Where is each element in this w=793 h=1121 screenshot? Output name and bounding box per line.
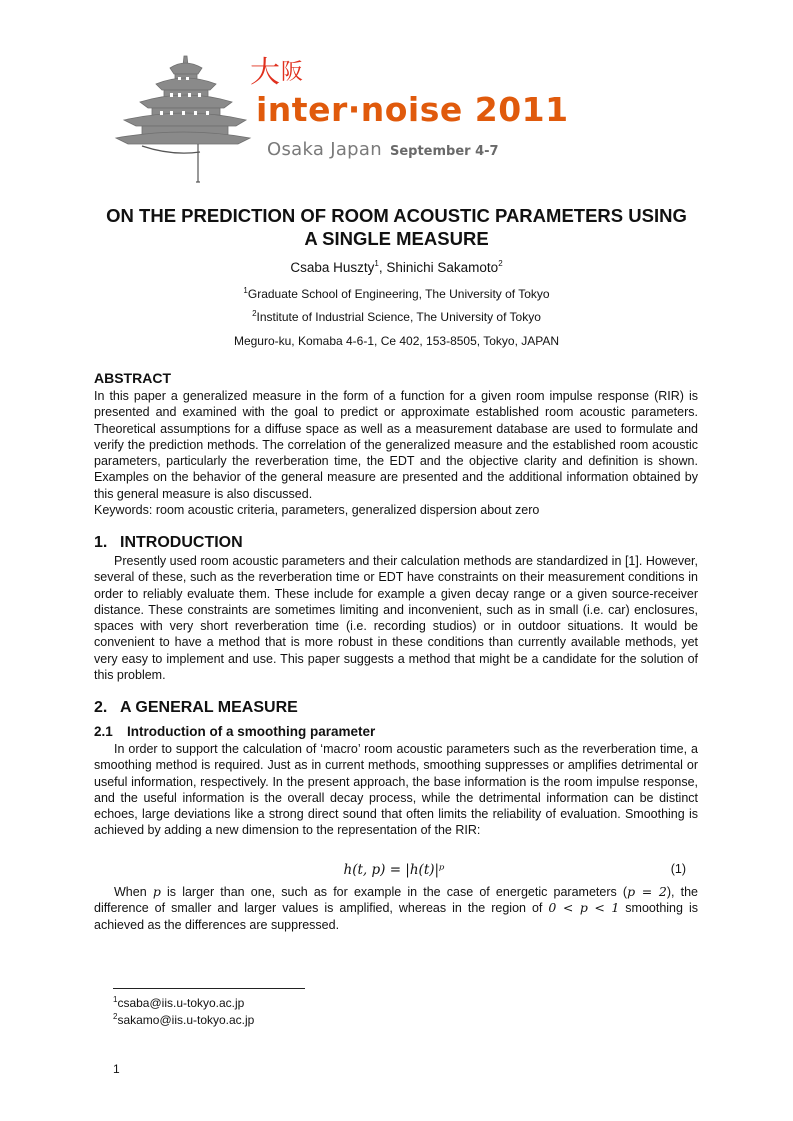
affiliation-1-mark: 1	[243, 286, 248, 295]
address: Meguro-ku, Komaba 4-6-1, Ce 402, 153-8505, Tokyo, JAPAN	[233, 334, 560, 348]
author-2-mark: 2	[498, 259, 503, 268]
section-1-number: 1.	[94, 534, 108, 551]
footnote-2-mark: 2	[113, 1012, 118, 1021]
affiliation-2	[60, 310, 733, 324]
subsection-2-1-title: Introduction of a smoothing parameter	[127, 724, 376, 739]
subsection-2-1-number: 2.1	[94, 724, 113, 739]
equation-1-expression: h(t, p) = |h(t)|ᵖ	[343, 862, 445, 878]
osaka-castle-logo	[112, 52, 252, 192]
section-2-text: In order to support the calculation of ‘macro’ room acoustic parameters such as the reverberation time, a smoothing method is required. Just as in current methods, smoothing suppresses or amplifies detrimental or useful information, respectively. In the present approach, the base information is the room impulse response, and the useful information is the overall decay process, while the detrimental information can be distinct echoes, large deviations like a strong direct sound that often limits the reliability of evaluation. Smoothing is achieved by adding a new dimension to the representation of the RIR:	[94, 742, 698, 838]
abstract-text: In this paper a generalized measure in the form of a function for a given room impulse response (RIR) is presented and examined with the goal to predict or approximate established room acoustic parameters. Theoretical assumptions for a diffuse space as well as a measurement database are used to formulate and verify the prediction methods. The correlation of the generalized measure and the established room acoustic parameters, particularly the reverberation time, the EDT and the objective clarity and definition is shown. Examples on the behavior of the general measure are presented and the additional information obtained by this general measure is also discussed.	[94, 389, 698, 501]
author-separator: ,	[378, 260, 387, 275]
keywords: Keywords: room acoustic criteria, parameters, generalized dispersion about zero	[94, 503, 540, 518]
equation-1-number: (1)	[670, 862, 686, 876]
section-2-title: A GENERAL MEASURE	[120, 699, 298, 716]
conference-date: September 4-7	[389, 144, 499, 159]
title-line-2: A SINGLE MEASURE	[304, 228, 489, 249]
math-range: 0 < p < 1	[548, 900, 620, 916]
after-text-d: smoothing is achieved as the differences are suppressed.	[94, 901, 698, 932]
section-2-number: 2.	[94, 699, 108, 716]
footnote-2-text: sakamo@iis.u-tokyo.ac.jp	[117, 1013, 255, 1027]
section-1-heading	[94, 534, 698, 552]
author-1-mark: 1	[374, 259, 379, 268]
math-p-equals-2: p = 2	[627, 884, 667, 899]
section-1-text: Presently used room acoustic parameters and their calculation methods are standardized in [1]. However, several of these, such as the reverberation time or EDT have constraints on their measurement conditions in order to reliably evaluate them. These include for example a given decay range or a given source-receiver distance. These constraints are sometimes limiting and inconvenient, such as in small (i.e. car) enclosures, spaces with very short reverberation time (i.e. recording studios) or in outdoor situations. It would be convenient to have a method that is more robust in these conditions than currently available methods, yet very easy to implement and use. This paper suggests a method that might be a candidate for the solution of this problem.	[94, 554, 698, 683]
page-number: 1	[113, 1062, 120, 1076]
conference-name: inter·noise 2011	[256, 90, 569, 129]
authors	[60, 260, 733, 275]
section-2-heading	[94, 699, 698, 717]
equation-1	[94, 862, 698, 880]
section-1-body	[94, 553, 698, 683]
affiliation-2-mark: 2	[252, 309, 257, 318]
paper-title	[60, 204, 733, 250]
kanji-small: 阪	[281, 60, 305, 85]
footnote-rule	[113, 988, 305, 989]
author-1: Csaba Huszty	[290, 260, 375, 275]
section-2-body	[94, 741, 698, 839]
subsection-2-1-heading	[94, 724, 698, 739]
footnote-1	[113, 996, 244, 1010]
title-line-1: ON THE PREDICTION OF ROOM ACOUSTIC PARAMETERS USING	[106, 205, 687, 226]
after-text-c: ), the difference of smaller and larger values is amplified, whereas in the region of	[94, 885, 698, 916]
affiliation-1	[60, 287, 733, 301]
math-var-p: p	[152, 884, 161, 899]
abstract-heading: ABSTRACT	[94, 370, 171, 386]
after-text-a: When	[114, 885, 153, 899]
footnote-2	[113, 1013, 254, 1027]
affiliation-1-text: Graduate School of Engineering, The University of Tokyo	[247, 287, 550, 301]
footnote-1-text: csaba@iis.u-tokyo.ac.jp	[117, 996, 245, 1010]
conference-city: Osaka Japan	[267, 139, 382, 160]
affiliation-2-text: Institute of Industrial Science, The University of Tokyo	[256, 310, 541, 324]
abstract-block	[94, 388, 698, 518]
section-2-after-text	[94, 884, 698, 933]
footnote-1-mark: 1	[113, 995, 118, 1004]
osaka-kanji	[250, 55, 305, 90]
after-text-b: is larger than one, such as for example in the case of energetic parameters (	[160, 885, 628, 899]
conference-location	[267, 139, 499, 163]
author-2: Shinichi Sakamoto	[386, 260, 499, 275]
kanji-main: 大	[250, 55, 281, 90]
section-2-continuation	[94, 884, 698, 933]
section-1-title: INTRODUCTION	[120, 534, 243, 551]
